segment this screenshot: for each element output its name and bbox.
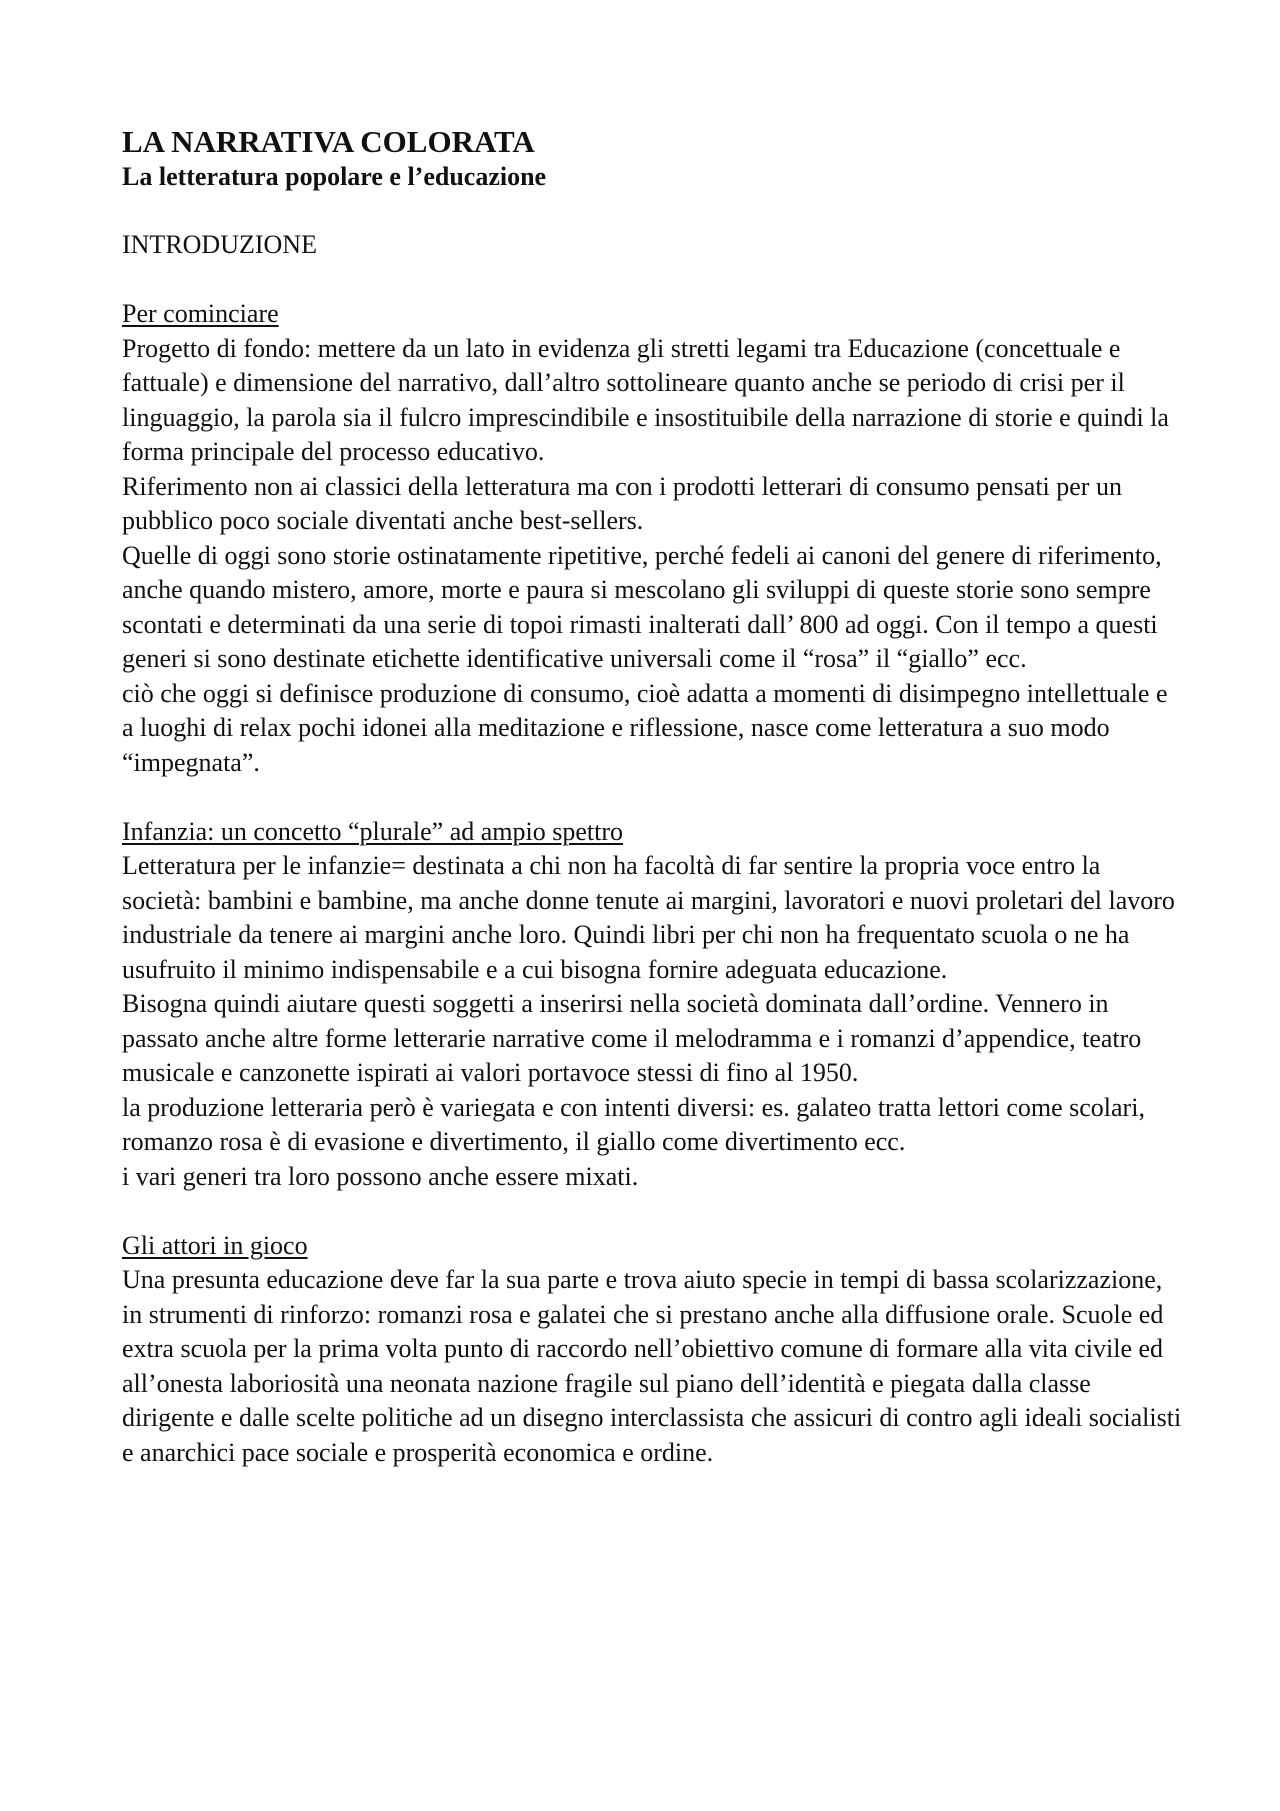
document-subtitle: La letteratura popolare e l’educazione: [122, 162, 547, 191]
paragraph: Quelle di oggi sono storie ostinatamente ripetitive, perché fedeli ai canoni del genere di riferimento, anche quando mistero, amore, morte e paura si mescolano gli sviluppi di queste storie sono sempre scontati e determinati da una serie di topoi rimasti inalterati dall’ 800 ad oggi. Con il tempo a questi generi si sono destinate etichette identificative universali come il “rosa” il “giallo” ecc.: [122, 540, 1162, 673]
section-heading: Per cominciare: [122, 299, 279, 328]
paragraph: Riferimento non ai classici della letteratura ma con i prodotti letterari di consumo pensati per un pubblico poco sociale diventati anche best-sellers.: [122, 471, 1122, 535]
section-heading: Infanzia: un concetto “plurale” ad ampio spettro: [122, 816, 624, 846]
paragraph: Bisogna quindi aiutare questi soggetti a inserirsi nella società dominata dall’ordine. Vennero in passato anche altre forme letterarie narrative come il melodramma e i romanzi d’appendice, teatro musicale e canzonette ispirati ai valori portavoce stessi di fino al 1950.: [122, 989, 1142, 1087]
document-title: LA NARRATIVA COLORATA: [122, 124, 535, 159]
document-page: [122, 124, 1182, 1470]
paragraph: la produzione letteraria però è variegata e con intenti diversi: es. galateo tratta lettori come scolari, romanzo rosa è di evasione e divertimento, il giallo come divertimento ecc.: [122, 1092, 1145, 1156]
section-per-cominciare: [122, 297, 1182, 780]
section-heading: Gli attori in gioco: [122, 1230, 308, 1260]
paragraph: Letteratura per le infanzie= destinata a chi non ha facoltà di far sentire la propria voce entro la società: bambini e bambine, ma anche donne tenute ai margini, lavoratori e nuovi proletari del lavoro industriale da tenere ai margini anche loro. Quindi libri per chi non ha frequentato scuola o ne ha usufruito il minimo indispensabile e a cui bisogna fornire adeguata educazione.: [122, 851, 1175, 984]
paragraph: Progetto di fondo: mettere da un lato in evidenza gli stretti legami tra Educazione (concettuale e fattuale) e dimensione del narrativo, dall’altro sottolineare quanto anche se periodo di crisi per il linguaggio, la parola sia il fulcro imprescindibile e insostituibile della narrazione di storie e quindi la forma principale del processo educativo.: [122, 333, 1169, 466]
paragraph: i vari generi tra loro possono anche essere mixati.: [122, 1161, 639, 1191]
paragraph: ciò che oggi si definisce produzione di consumo, cioè adatta a momenti di disimpegno intellettuale e a luoghi di relax pochi idonei alla meditazione e riflessione, nasce come letteratura a suo modo “impegnata”.: [122, 678, 1168, 777]
section-label: INTRODUZIONE: [122, 230, 317, 259]
section-infanzia: [122, 815, 1182, 1195]
section-attori-in-gioco: [122, 1229, 1182, 1471]
paragraph: Una presunta educazione deve far la sua parte e trova aiuto specie in tempi di bassa scolarizzazione, in strumenti di rinforzo: romanzi rosa e galatei che si prestano anche alla diffusione orale. Scuole ed extra scuola per la prima volta punto di raccordo nell’obiettivo comune di formare alla vita civile ed all’onesta laboriosità una neonata nazione fragile sul piano dell’identità e piegata dalla classe dirigente e dalle scelte politiche ad un disegno interclassista che assicuri di contro agli ideali socialisti e anarchici pace sociale e prosperità economica e ordine.: [122, 1265, 1182, 1467]
